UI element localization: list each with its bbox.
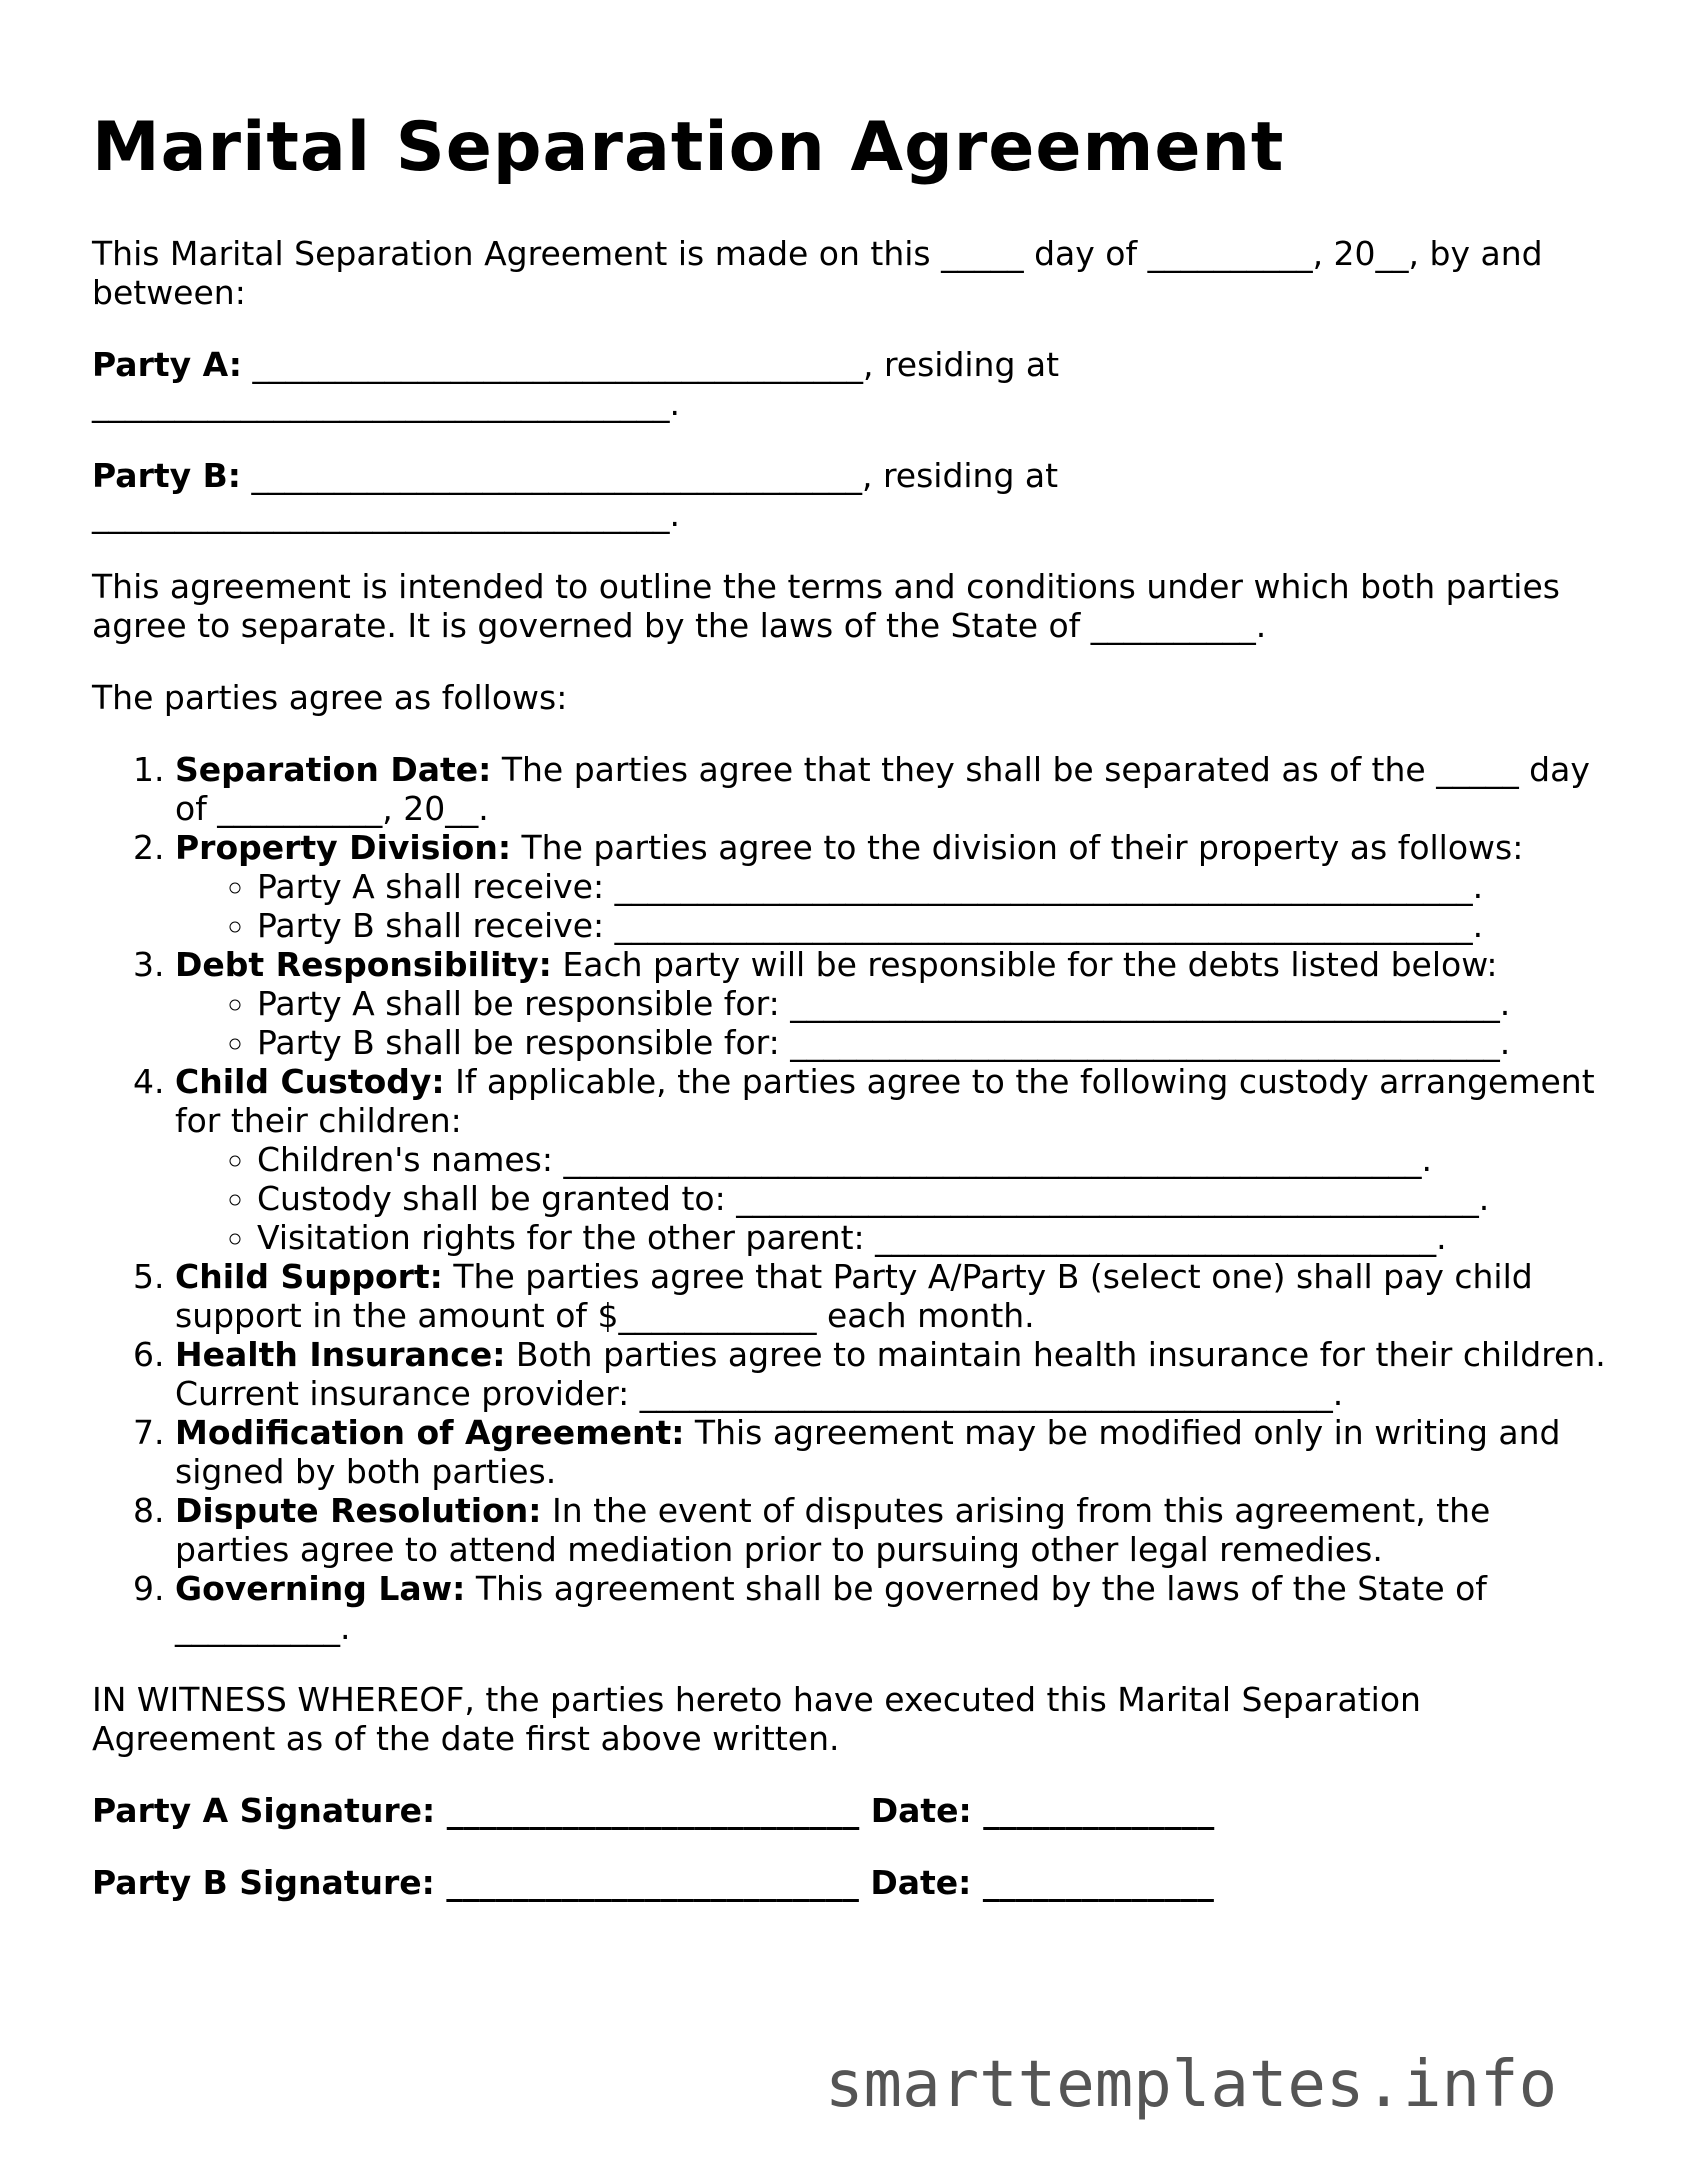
term-label: Child Custody: <box>175 1062 445 1101</box>
term-text: The parties agree that Party A/Party B (select one) shall pay child support in the amount of $____________ each month. <box>175 1257 1533 1335</box>
party-b-text: _____________________________________, residing at ___________________________________. <box>92 456 1059 534</box>
term-item <box>175 1257 1612 1335</box>
sub-list <box>175 984 1612 1062</box>
sub-item: ◦ Children's names: ____________________________________________________. <box>257 1140 1612 1179</box>
term-text: The parties agree to the division of their property as follows: <box>511 828 1524 867</box>
term-text: Each party will be responsible for the debts listed below: <box>551 945 1498 984</box>
document-page <box>92 108 1612 1935</box>
term-item <box>175 750 1612 828</box>
purpose-paragraph: This agreement is intended to outline the terms and conditions under which both parties agree to separate. It is governed by the laws of the State of __________. <box>92 567 1560 645</box>
terms-list <box>92 750 1612 1647</box>
term-text: The parties agree that they shall be separated as of the _____ day of __________, 20__. <box>175 750 1590 828</box>
party-b-line <box>92 456 1612 534</box>
party-b-label: Party B: <box>92 456 241 495</box>
sub-item: ◦ Visitation rights for the other parent: __________________________________. <box>257 1218 1612 1257</box>
signature-block <box>92 1791 1612 1902</box>
party-a-line <box>92 345 1612 423</box>
sub-list <box>175 867 1612 945</box>
term-text: This agreement may be modified only in writing and signed by both parties. <box>175 1413 1561 1491</box>
watermark: smarttemplates.info <box>825 2048 1558 2122</box>
term-text: If applicable, the parties agree to the following custody arrangement for their children: <box>175 1062 1595 1140</box>
sub-list <box>175 1140 1612 1257</box>
term-item <box>175 1491 1612 1569</box>
party-a-signature-text: Party A Signature: _________________________ Date: ______________ <box>92 1791 1215 1830</box>
term-text: This agreement shall be governed by the laws of the State of __________. <box>175 1569 1487 1647</box>
term-label: Dispute Resolution: <box>175 1491 542 1530</box>
term-label: Property Division: <box>175 828 512 867</box>
term-label: Governing Law: <box>175 1569 466 1608</box>
party-a-label: Party A: <box>92 345 242 384</box>
sub-item: ◦ Party A shall be responsible for: ___________________________________________. <box>257 984 1612 1023</box>
term-text: In the event of disputes arising from this agreement, the parties agree to attend mediation prior to pursuing other legal remedies. <box>175 1491 1491 1569</box>
sub-item: ◦ Party B shall be responsible for: ___________________________________________. <box>257 1023 1612 1062</box>
party-b-signature-line <box>92 1863 1612 1902</box>
document-title: Marital Separation Agreement <box>92 108 1285 187</box>
sub-item: ◦ Party B shall receive: ____________________________________________________. <box>257 906 1612 945</box>
sub-item: ◦ Custody shall be granted to: _____________________________________________. <box>257 1179 1612 1218</box>
term-item <box>175 1062 1612 1257</box>
party-a-signature-line <box>92 1791 1612 1830</box>
sub-item: ◦ Party A shall receive: ____________________________________________________. <box>257 867 1612 906</box>
term-item <box>175 945 1612 1062</box>
party-b-signature-text: Party B Signature: _________________________ Date: ______________ <box>92 1863 1214 1902</box>
agree-lead: The parties agree as follows: <box>92 678 568 717</box>
term-label: Child Support: <box>175 1257 443 1296</box>
intro-paragraph: This Marital Separation Agreement is made on this _____ day of __________, 20__, by and between: <box>92 234 1543 312</box>
term-label: Separation Date: <box>175 750 492 789</box>
term-label: Health Insurance: <box>175 1335 506 1374</box>
term-item <box>175 1569 1612 1647</box>
term-label: Modification of Agreement: <box>175 1413 685 1452</box>
term-item <box>175 1335 1612 1413</box>
term-text: Both parties agree to maintain health insurance for their children. Current insurance provider: __________________________________________. <box>175 1335 1606 1413</box>
term-label: Debt Responsibility: <box>175 945 552 984</box>
party-a-text: _____________________________________, residing at ___________________________________. <box>92 345 1060 423</box>
term-item <box>175 828 1612 945</box>
witness-paragraph: IN WITNESS WHEREOF, the parties hereto have executed this Marital Separation Agreement as of the date first above written. <box>92 1680 1421 1758</box>
term-item <box>175 1413 1612 1491</box>
